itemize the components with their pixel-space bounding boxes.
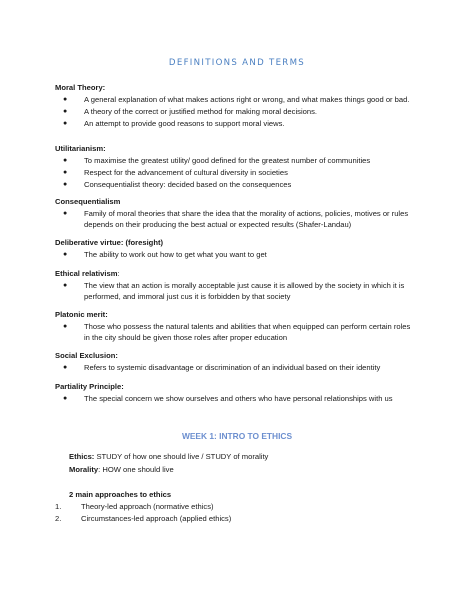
document-title: DEFINITIONS AND TERMS	[168, 58, 306, 68]
list-item: 1. Theory-led approach (normative ethics)	[55, 502, 214, 511]
list-item: ● Respect for the advancement of cultural diversity in societies	[63, 168, 288, 178]
bullet-icon: ●	[63, 251, 68, 258]
week-title: WEEK 1: INTRO TO ETHICS	[181, 431, 293, 441]
list-item: ● The special concern we show ourselves and others who have personal relationships with us	[63, 394, 393, 403]
list-item: ● The ability to work out how to get what you want to get	[63, 250, 267, 259]
bullet-icon: ●	[63, 96, 68, 103]
bullet-icon: ●	[63, 323, 68, 330]
heading-utilitarianism: Utilitarianism:	[55, 144, 106, 153]
bullet-icon: ●	[63, 181, 68, 189]
ethics-definition: Ethics: STUDY of how one should live / STUDY of morality	[69, 452, 269, 461]
list-item: ● Consequentialist theory: decided based on the consequences	[63, 180, 292, 190]
list-ethical-relativism	[55, 280, 415, 303]
heading-ethical-relativism: Ethical relativism:	[55, 269, 120, 278]
list-platonic-merit	[55, 321, 415, 344]
morality-definition: Morality: HOW one should live	[69, 465, 174, 474]
list-utilitarianism	[55, 155, 415, 192]
list-moral-theory	[55, 94, 415, 131]
bullet-icon: ●	[63, 157, 68, 164]
bullet-icon: ●	[63, 120, 68, 128]
list-item: ● Family of moral theories that share the idea that the morality of actions, policies, motives or rules depends on their producing the best actual or expected results (Shafer-Landau)	[63, 209, 409, 230]
list-item: ● A theory of the correct or justified method for making moral decisions.	[63, 107, 317, 117]
list-item: 2. Circumstances-led approach (applied ethics)	[55, 514, 232, 524]
list-approaches	[55, 501, 415, 525]
bullet-icon: ●	[63, 169, 68, 177]
list-partiality-principle	[55, 393, 415, 405]
list-deliberative-virtue	[55, 249, 415, 261]
bullet-icon: ●	[63, 108, 68, 116]
heading-approaches: 2 main approaches to ethics	[69, 490, 172, 499]
list-item: ● To maximise the greatest utility/ good defined for the greatest number of communities	[63, 156, 371, 165]
list-item: ● Those who possess the natural talents and abilities that when equipped can perform certain roles in the city should be given those roles after proper education	[63, 322, 411, 343]
list-item: ● The view that an action is morally acceptable just cause it is allowed by the society in which it is performed, and immoral just cus it is forbidden by that society	[63, 281, 405, 302]
heading-social-exclusion: Social Exclusion:	[55, 351, 118, 360]
heading-moral-theory: Moral Theory:	[55, 83, 106, 92]
heading-platonic-merit: Platonic merit:	[55, 310, 108, 319]
bullet-icon: ●	[63, 210, 68, 217]
list-item: ● An attempt to provide good reasons to support moral views.	[63, 119, 285, 129]
list-social-exclusion	[55, 362, 415, 374]
bullet-icon: ●	[63, 364, 68, 371]
list-item: ● Refers to systemic disadvantage or discrimination of an individual based on their identity	[63, 363, 381, 372]
list-consequentialism	[55, 208, 415, 231]
bullet-icon: ●	[63, 395, 68, 402]
heading-consequentialism: Consequentialism	[55, 197, 121, 206]
list-item: ● A general explanation of what makes actions right or wrong, and what makes things good or bad.	[63, 95, 410, 104]
heading-deliberative-virtue: Deliberative virtue: (foresight)	[55, 238, 164, 247]
bullet-icon: ●	[63, 282, 68, 289]
heading-partiality-principle: Partiality Principle:	[55, 382, 124, 391]
